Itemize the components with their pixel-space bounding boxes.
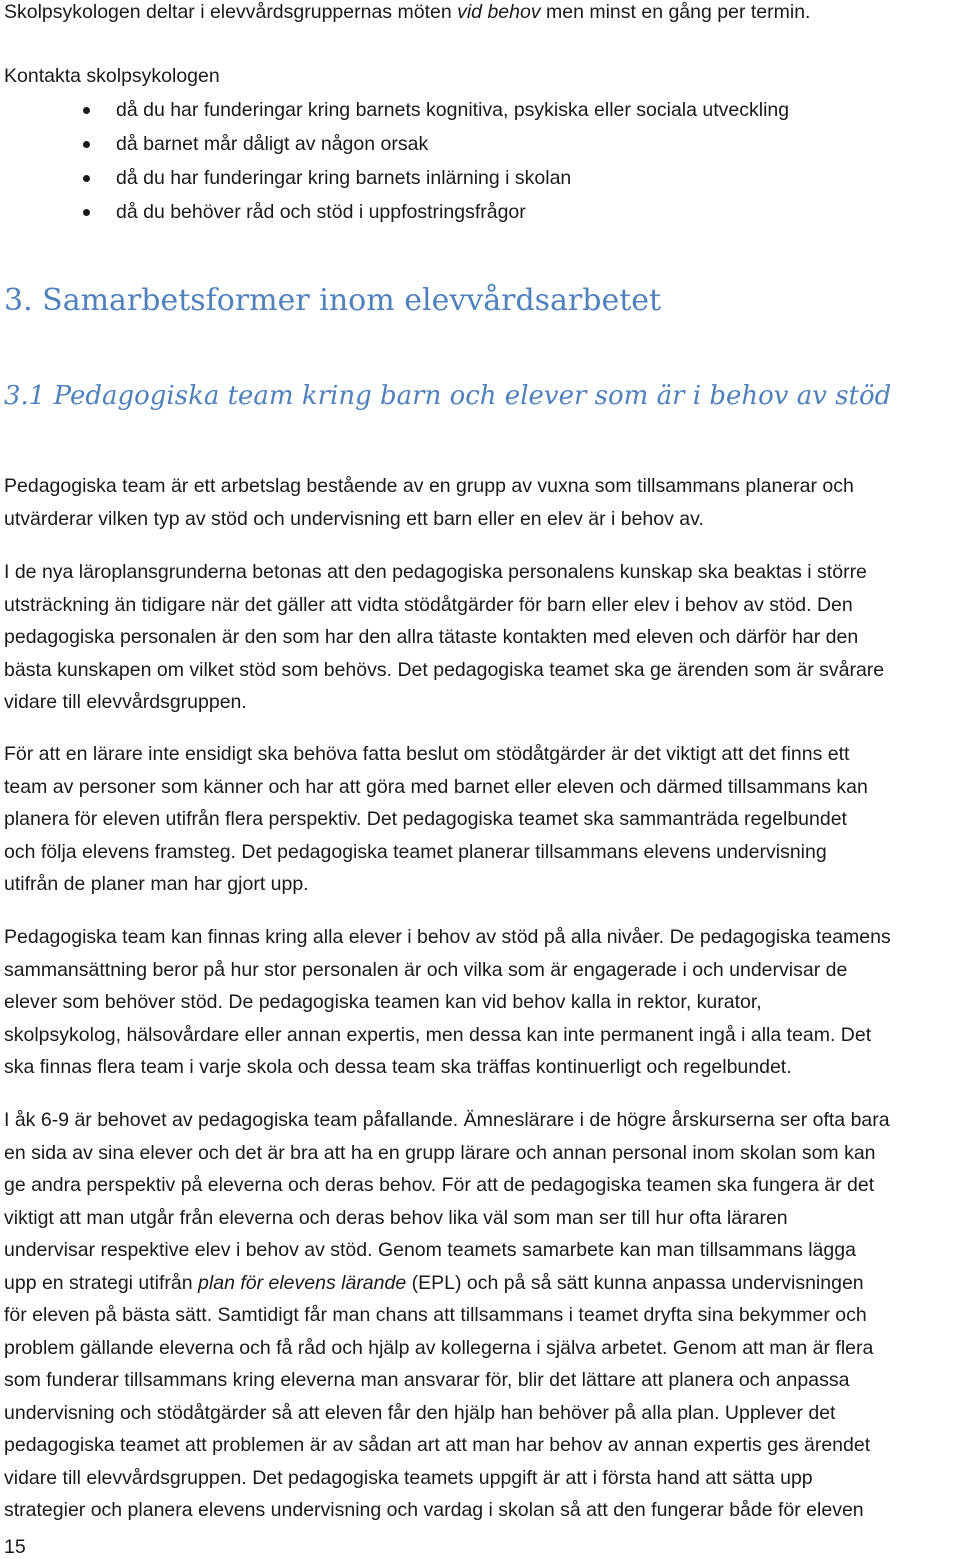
paragraph-line: I åk 6-9 är behovet av pedagogiska team påfallande. Ämneslärare i de högre årskurserna ser ofta bara <box>4 1109 890 1131</box>
paragraph-2 <box>4 556 956 719</box>
line-text-emphasis: plan för elevens lärande <box>198 1271 407 1294</box>
paragraph-line: team av personer som känner och har att göra med barnet eller eleven och därmed tillsammans kan <box>4 775 868 798</box>
paragraph-line: utvärderar vilken typ av stöd och undervisning ett barn eller en elev är i behov av. <box>4 507 704 530</box>
intro-text-emphasis: vid behov <box>457 1 541 23</box>
paragraph-line: undervisning och stödåtgärder så att eleven får den hjälp han behöver på alla plan. Upplever det <box>4 1401 836 1424</box>
paragraph-line: för eleven på bästa sätt. Samtidigt får man chans att tillsammans i teamet dryfta sina bekymmer och <box>4 1304 867 1326</box>
paragraph-line: För att en lärare inte ensidigt ska behöva fatta beslut om stödåtgärder är det viktigt att det finns ett <box>4 743 850 765</box>
paragraph-line: och följa elevens framsteg. Det pedagogiska teamet planerar tillsammans elevens undervisning <box>4 840 827 863</box>
paragraph-line: vidare till elevvårdsgruppen. <box>4 691 247 713</box>
bullet-icon <box>83 141 90 148</box>
intro-text-a: Skolpsykologen deltar i elevvårdsgruppernas möten <box>4 1 458 23</box>
paragraph-line: sammansättning beror på hur stor personalen är och vilka som är engagerade i och undervisar de <box>4 958 848 981</box>
intro-line <box>4 0 810 24</box>
paragraph-line: vidare till elevvårdsgruppen. Det pedagogiska teamets uppgift är att i första hand att sätta upp <box>4 1466 813 1489</box>
paragraph-line: problem gällande eleverna och få råd och hjälp av kollegerna i själva arbetet. Genom att man är flera <box>4 1336 874 1359</box>
paragraph-4 <box>4 921 956 1084</box>
paragraph-line: som funderar tillsammans kring eleverna man ansvarar för, blir det lättare att planera och anpassa <box>4 1369 850 1391</box>
paragraph-line: planera för eleven utifrån flera perspektiv. Det pedagogiska teamet ska sammanträda regelbundet <box>4 808 847 830</box>
paragraph-line: strategier och planera elevens undervisning och vardag i skolan så att den fungerar både för eleven <box>4 1499 864 1521</box>
paragraph-line: elever som behöver stöd. De pedagogiska teamen kan vid behov kalla in rektor, kurator, <box>4 991 762 1013</box>
paragraph-line <box>4 1267 956 1300</box>
paragraph-line: pedagogiska personalen är den som har den allra tätaste kontakten med eleven och därför har den <box>4 626 859 648</box>
line-text: Pedagogiska team är ett arbetslag bestående av en grupp av vuxna som tillsammans planerar och <box>4 475 854 497</box>
paragraph-line: bästa kunskapen om vilket stöd som behövs. Det pedagogiska teamet ska ge ärenden som är svårare <box>4 658 885 681</box>
paragraph-5 <box>4 1104 956 1527</box>
intro-text-b: men minst en gång per termin. <box>540 1 811 23</box>
line-text-a: upp en strategi utifrån <box>4 1271 199 1294</box>
paragraph-3 <box>4 738 956 901</box>
paragraph-line: skolpsykolog, hälsovårdare eller annan expertis, men dessa kan inte permanent ingå i alla team. Det <box>4 1023 872 1046</box>
paragraph-line: en sida av sina elever och det är bra att ha en grupp lärare och annan personal inom skolan som kan <box>4 1141 876 1164</box>
subsection-heading: 3.1 Pedagogiska team kring barn och elever som är i behov av stöd <box>4 381 892 411</box>
paragraph-line: Pedagogiska team kan finnas kring alla elever i behov av stöd på alla nivåer. De pedagogiska teamens <box>4 926 891 948</box>
contact-label: Kontakta skolpsykologen <box>4 65 220 87</box>
paragraph-line: viktigt att man utgår från eleverna och deras behov lika väl som man ser till hur ofta läraren <box>4 1206 788 1229</box>
paragraph-line: ska finnas flera team i varje skola och dessa team ska träffas kontinuerligt och regelbundet. <box>4 1056 792 1078</box>
paragraph-1 <box>4 470 956 535</box>
list-item-text: då du har funderingar kring barnets inlärning i skolan <box>116 167 572 189</box>
paragraph-line: undervisar respektive elev i behov av stöd. Genom teamets samarbete kan man tillsammans lägga <box>4 1239 856 1261</box>
list-item-text: då du har funderingar kring barnets kognitiva, psykiska eller sociala utveckling <box>116 99 790 121</box>
paragraph-line: utsträckning än tidigare när det gäller att vidta stödåtgärder för barn eller elev i behov av stöd. Den <box>4 593 853 616</box>
page-number: 15 <box>4 1536 26 1558</box>
bullet-icon <box>83 175 90 182</box>
paragraph-line: utifrån de planer man har gjort upp. <box>4 873 309 895</box>
bullet-icon <box>83 209 90 216</box>
bullet-icon <box>83 107 90 114</box>
paragraph-line <box>4 470 956 503</box>
paragraph-line: I de nya läroplansgrunderna betonas att den pedagogiska personalens kunskap ska beaktas i större <box>4 561 867 583</box>
paragraph-line: ge andra perspektiv på eleverna och deras behov. För att de pedagogiska teamen ska fungera är det <box>4 1174 875 1196</box>
section-heading: 3. Samarbetsformer inom elevvårdsarbetet <box>4 283 662 318</box>
paragraph-line: pedagogiska teamet att problemen är av sådan art att man har behov av annan expertis ges ärendet <box>4 1434 871 1456</box>
list-item-text: då barnet mår dåligt av någon orsak <box>116 133 429 155</box>
line-text-b: (EPL) och på så sätt kunna anpassa undervisningen <box>406 1271 864 1294</box>
list-item-text: då du behöver råd och stöd i uppfostringsfrågor <box>116 201 526 223</box>
